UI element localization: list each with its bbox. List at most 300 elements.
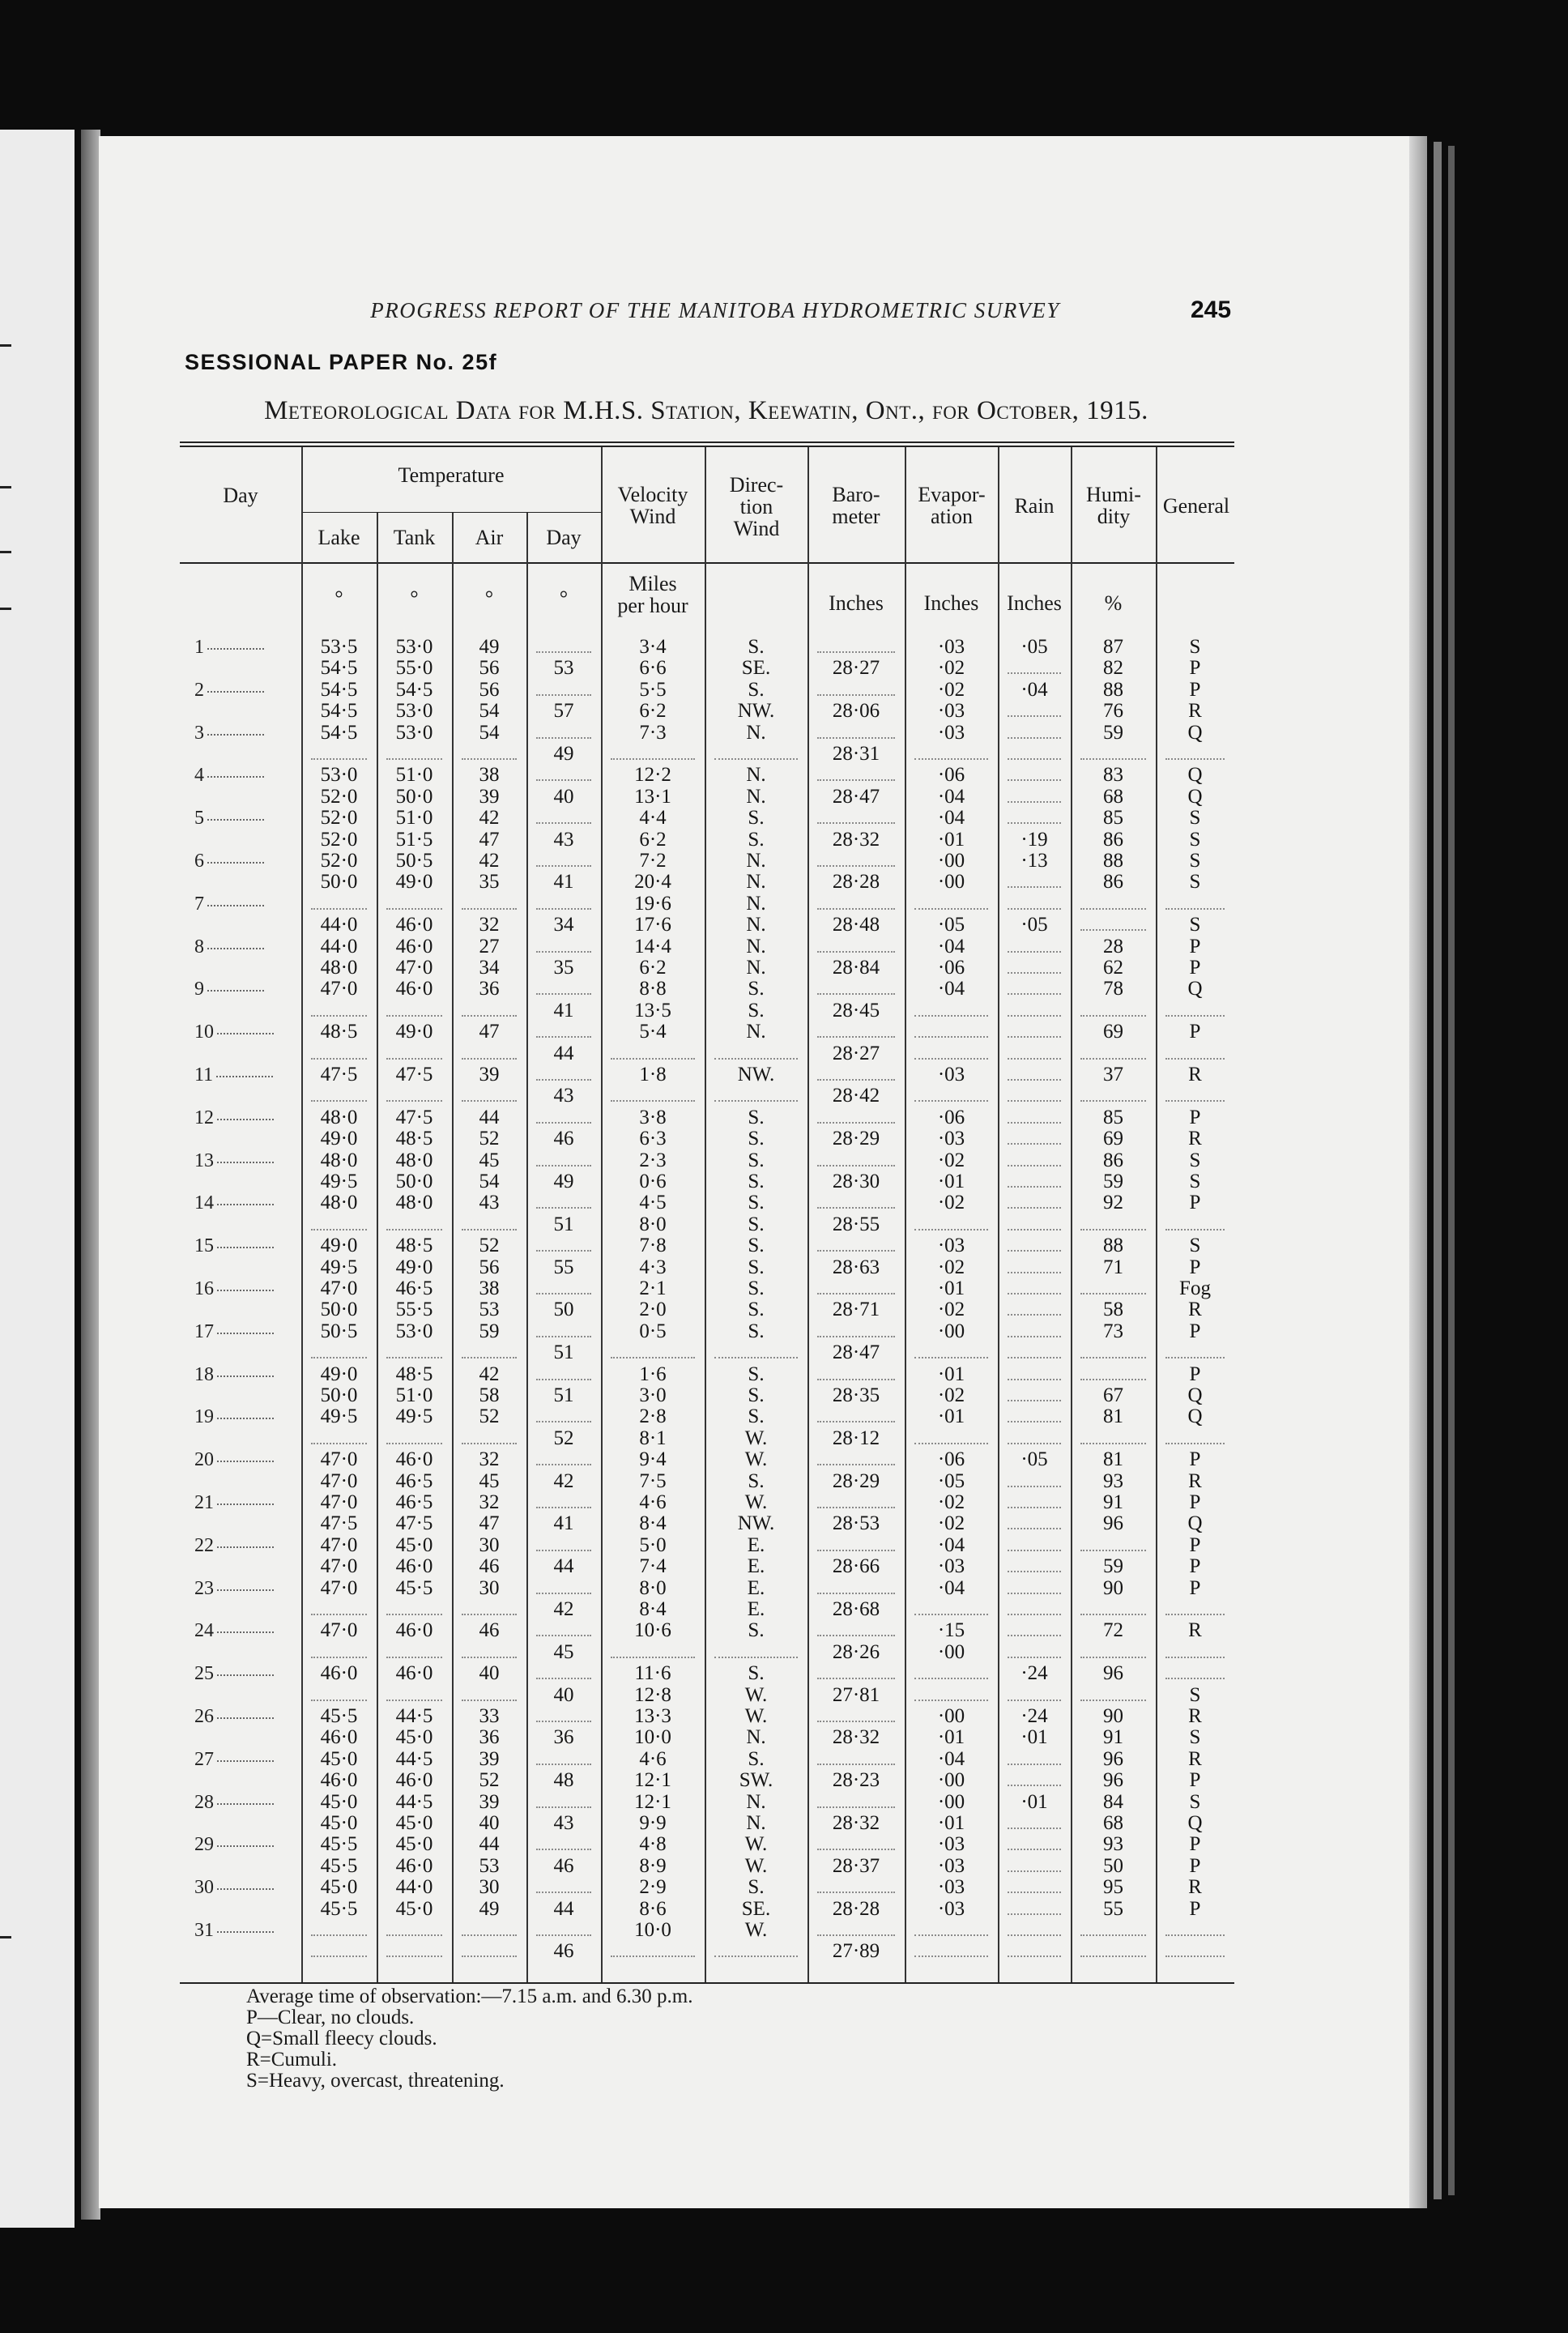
cell-dtemp: 44	[553, 1042, 574, 1064]
cell-gen: P	[1189, 1106, 1201, 1128]
cell-evap: ·06	[937, 957, 965, 979]
cell-baro	[817, 1021, 895, 1038]
cell-lake: 48·0	[320, 1192, 358, 1214]
cell-dtemp	[536, 1492, 591, 1508]
cell-vel: 10·0	[634, 1726, 671, 1749]
cell-gen: R	[1188, 1705, 1202, 1727]
cell-rain	[1008, 1342, 1061, 1358]
cell-tank	[386, 1920, 442, 1936]
cell-baro: 28·06	[832, 700, 880, 723]
header-direction: Direc- tion Wind	[729, 473, 784, 540]
cell-tank	[386, 1000, 442, 1017]
cell-dir: SW.	[739, 1769, 773, 1792]
cell-hum: 96	[1103, 1747, 1123, 1770]
cell-dir: N.	[746, 914, 766, 936]
table-row	[180, 936, 1234, 958]
cell-evap: ·01	[937, 1277, 965, 1299]
cell-air: 42	[479, 850, 500, 872]
cell-lake: 46·0	[320, 1726, 358, 1749]
top-rule	[180, 441, 1234, 443]
cell-tank: 50·5	[395, 850, 433, 872]
cell-lake: 50·0	[320, 871, 358, 894]
cell-evap	[914, 1920, 988, 1936]
cell-dir: S.	[748, 1149, 765, 1171]
cell-baro	[817, 1278, 895, 1294]
day-label: 1	[194, 637, 308, 658]
cell-vel: 4·8	[639, 1833, 667, 1856]
cell-vel: 2·3	[639, 1149, 667, 1171]
cell-dtemp: 57	[553, 700, 574, 723]
cell-gen: S	[1189, 871, 1201, 894]
cell-gen: S	[1189, 850, 1201, 872]
cell-hum: 69	[1103, 1128, 1123, 1150]
cell-evap	[914, 1085, 988, 1102]
cell-tank	[386, 1214, 442, 1230]
table-row	[180, 701, 1234, 722]
cell-lake	[311, 1685, 367, 1701]
cell-rain	[1008, 701, 1061, 717]
cell-air: 44	[479, 1833, 500, 1856]
cell-lake: 53·5	[320, 636, 358, 658]
cell-vel: 20·4	[634, 871, 671, 894]
page-edge	[1409, 136, 1427, 2208]
bottom-rule	[180, 1982, 1234, 1984]
cell-rain	[1008, 1235, 1061, 1252]
cell-evap	[914, 1342, 988, 1358]
cell-dtemp: 34	[553, 914, 574, 936]
cell-rain	[1008, 1257, 1061, 1273]
cell-vel: 1·6	[639, 1363, 667, 1385]
cell-baro	[817, 1749, 895, 1765]
cell-dtemp	[536, 637, 591, 653]
cell-tank: 46·5	[395, 1491, 433, 1513]
cell-hum: 68	[1103, 1812, 1123, 1834]
table-row	[180, 1642, 1234, 1663]
cell-vel: 17·6	[634, 914, 671, 936]
cell-lake: 46·0	[320, 1769, 358, 1792]
cell-evap: ·03	[937, 636, 965, 658]
cell-dir: SE.	[741, 1897, 771, 1920]
cell-dtemp: 43	[553, 828, 574, 851]
cell-vel: 13·5	[634, 999, 671, 1021]
cell-lake: 46·0	[320, 1662, 358, 1685]
cell-rain	[1008, 1085, 1061, 1102]
cell-evap: ·03	[937, 1555, 965, 1578]
cell-air: 40	[479, 1812, 500, 1834]
cell-vel: 12·1	[634, 1790, 671, 1813]
table-row	[180, 1171, 1234, 1192]
cell-vel	[611, 1642, 695, 1658]
cell-dtemp: 46	[553, 1940, 574, 1963]
cell-tank: 46·0	[395, 1448, 433, 1471]
cell-baro: 28·28	[832, 871, 880, 894]
cell-evap: ·00	[937, 871, 965, 894]
table-row	[180, 1941, 1234, 1962]
table-row	[180, 1085, 1234, 1107]
cell-vel: 6·6	[639, 657, 667, 680]
cell-baro: 28·27	[832, 657, 880, 680]
cell-gen: R	[1188, 1747, 1202, 1770]
cell-lake: 52·0	[320, 850, 358, 872]
cell-hum: 93	[1103, 1833, 1123, 1856]
cell-baro	[817, 1877, 895, 1893]
sessional-paper-label: SESSIONAL PAPER No. 25f	[185, 350, 498, 374]
day-label: 15	[194, 1235, 308, 1256]
cell-dtemp	[536, 1792, 591, 1808]
cell-rain	[1008, 658, 1061, 674]
cell-rain	[1008, 1642, 1061, 1658]
cell-air: 36	[479, 1726, 500, 1749]
cell-tank: 55·0	[395, 657, 433, 680]
cell-lake	[311, 1920, 367, 1936]
cell-baro	[817, 1792, 895, 1808]
cell-baro	[817, 1192, 895, 1209]
cell-dtemp: 41	[553, 1512, 574, 1535]
cell-rain: ·24	[1020, 1662, 1048, 1685]
cell-dir: N.	[746, 1790, 766, 1813]
day-label: 9	[194, 979, 308, 1000]
cell-tank: 46·0	[395, 978, 433, 1000]
cell-dtemp	[536, 851, 591, 867]
cell-baro: 28·47	[832, 1341, 880, 1364]
cell-tank: 48·5	[395, 1363, 433, 1385]
cell-rain: ·05	[1020, 1448, 1048, 1471]
cell-hum: 81	[1103, 1405, 1123, 1428]
day-label: 25	[194, 1663, 308, 1684]
cell-rain	[1008, 1770, 1061, 1786]
cell-hum	[1080, 1043, 1146, 1060]
cell-rain	[1008, 1406, 1061, 1422]
cell-tank	[386, 1043, 442, 1060]
cell-lake: 54·5	[320, 700, 358, 723]
cell-rain	[1008, 1150, 1061, 1166]
table-row	[180, 979, 1234, 1000]
table-row	[180, 1856, 1234, 1877]
cell-hum: 81	[1103, 1448, 1123, 1471]
cell-gen: P	[1189, 1192, 1201, 1214]
table-row	[180, 1899, 1234, 1920]
cell-dtemp: 46	[553, 1854, 574, 1877]
cell-hum: 84	[1103, 1790, 1123, 1813]
cell-hum: 71	[1103, 1256, 1123, 1278]
cell-vel: 7·5	[639, 1469, 667, 1492]
cell-tank: 44·5	[395, 1705, 433, 1727]
cell-dir: S.	[748, 828, 765, 851]
cell-dtemp	[536, 1578, 591, 1594]
cell-hum: 96	[1103, 1662, 1123, 1685]
cell-lake: 54·5	[320, 657, 358, 680]
book-spine	[81, 130, 100, 2220]
cell-air: 40	[479, 1662, 500, 1685]
cell-evap: ·02	[937, 1299, 965, 1321]
cell-air: 35	[479, 871, 500, 894]
cell-rain	[1008, 979, 1061, 995]
cell-evap: ·00	[937, 1640, 965, 1663]
table-row	[180, 1599, 1234, 1620]
cell-air: 54	[479, 1171, 500, 1192]
cell-hum	[1080, 1342, 1146, 1358]
cell-dtemp	[536, 1321, 591, 1337]
cell-air: 58	[479, 1384, 500, 1406]
table-row	[180, 1620, 1234, 1641]
running-head: PROGRESS REPORT OF THE MANITOBA HYDROMETRIC SURVEY	[370, 298, 1060, 322]
cell-air: 32	[479, 1491, 500, 1513]
cell-hum: 73	[1103, 1320, 1123, 1342]
day-label: 20	[194, 1449, 308, 1470]
cell-air: 54	[479, 700, 500, 723]
cell-tank: 51·5	[395, 828, 433, 851]
cell-dir	[714, 1085, 798, 1102]
cell-gen	[1165, 1214, 1225, 1230]
cell-vel: 6·2	[639, 828, 667, 851]
cell-air: 33	[479, 1705, 500, 1727]
cell-gen: P	[1189, 1576, 1201, 1599]
cell-gen	[1165, 1428, 1225, 1444]
cell-dir: S.	[748, 1235, 765, 1257]
cell-lake: 52·0	[320, 828, 358, 851]
cell-rain	[1008, 1471, 1061, 1487]
cell-lake	[311, 744, 367, 760]
cell-lake: 44·0	[320, 935, 358, 958]
cell-gen: Q	[1187, 1384, 1203, 1406]
cell-air	[462, 744, 517, 760]
cell-rain	[1008, 765, 1061, 781]
day-label: 29	[194, 1834, 308, 1855]
cell-lake	[311, 1642, 367, 1658]
temperature-subrule	[301, 512, 601, 513]
cell-baro	[817, 1321, 895, 1337]
cell-baro	[817, 1834, 895, 1850]
cell-dir: S.	[748, 1320, 765, 1342]
cell-vel: 0·5	[639, 1320, 667, 1342]
unit-air: °	[484, 586, 494, 610]
cell-dir: S.	[748, 1192, 765, 1214]
cell-hum: 85	[1103, 807, 1123, 830]
cell-tank: 46·0	[395, 1854, 433, 1877]
cell-evap: ·02	[937, 1256, 965, 1278]
cell-tank: 47·5	[395, 1064, 433, 1085]
cell-vel: 6·3	[639, 1128, 667, 1150]
cell-hum	[1080, 1278, 1146, 1294]
cell-gen: Q	[1187, 1512, 1203, 1535]
header-evaporation: Evapor- ation	[918, 483, 986, 528]
table-row	[180, 1257, 1234, 1278]
header-velocity: Velocity Wind	[617, 483, 688, 528]
cell-air: 46	[479, 1619, 500, 1642]
cell-hum: 68	[1103, 785, 1123, 808]
cell-baro	[817, 1150, 895, 1166]
cell-dtemp: 50	[553, 1299, 574, 1321]
table-row	[180, 1770, 1234, 1791]
cell-rain	[1008, 787, 1061, 803]
cell-hum	[1080, 1642, 1146, 1658]
cell-hum: 87	[1103, 636, 1123, 658]
cell-evap	[914, 1941, 988, 1957]
cell-tank: 48·0	[395, 1192, 433, 1214]
table-row	[180, 1000, 1234, 1021]
cell-tank: 55·5	[395, 1299, 433, 1321]
cell-hum: 37	[1103, 1064, 1123, 1085]
cell-dir: S.	[748, 1256, 765, 1278]
table-row	[180, 851, 1234, 872]
cell-dir: S.	[748, 1277, 765, 1299]
cell-rain	[1008, 1599, 1061, 1615]
cell-gen: P	[1189, 1555, 1201, 1578]
cell-rain	[1008, 1107, 1061, 1124]
cell-dir: N.	[746, 935, 766, 958]
cell-lake: 49·5	[320, 1171, 358, 1192]
cell-dir: E.	[747, 1533, 765, 1556]
cell-evap: ·04	[937, 1533, 965, 1556]
day-label: 27	[194, 1749, 308, 1770]
cell-dtemp	[536, 1920, 591, 1936]
cell-dtemp: 55	[553, 1256, 574, 1278]
cell-lake: 47·0	[320, 1533, 358, 1556]
cell-baro: 28·63	[832, 1256, 880, 1278]
cell-gen	[1165, 1941, 1225, 1957]
table-row	[180, 1920, 1234, 1941]
cell-baro: 28·42	[832, 1085, 880, 1107]
cell-dtemp: 44	[553, 1897, 574, 1920]
cell-rain	[1008, 1214, 1061, 1230]
cell-rain: ·05	[1020, 914, 1048, 936]
cell-rain	[1008, 1021, 1061, 1038]
cell-hum: 85	[1103, 1106, 1123, 1128]
cell-dtemp: 43	[553, 1812, 574, 1834]
cell-baro	[817, 637, 895, 653]
cell-evap	[914, 1021, 988, 1038]
cell-evap	[914, 1663, 988, 1679]
cell-vel: 4·4	[639, 807, 667, 830]
cell-rain: ·24	[1020, 1705, 1048, 1727]
cell-baro: 28·32	[832, 1726, 880, 1749]
cell-gen: P	[1189, 678, 1201, 701]
cell-tank: 46·0	[395, 935, 433, 958]
unit-barometer: Inches	[829, 591, 884, 615]
cell-baro	[817, 894, 895, 910]
cell-baro: 28·53	[832, 1512, 880, 1535]
cell-rain	[1008, 1299, 1061, 1316]
table-row	[180, 808, 1234, 829]
cell-evap: ·02	[937, 1149, 965, 1171]
unit-lake: °	[334, 586, 343, 610]
cell-vel: 12·1	[634, 1769, 671, 1792]
table-row	[180, 1578, 1234, 1599]
cell-tank: 47·5	[395, 1106, 433, 1128]
cell-air: 46	[479, 1555, 500, 1578]
cell-lake: 47·0	[320, 1448, 358, 1471]
cell-vel	[611, 1043, 695, 1060]
cell-dir	[714, 1342, 798, 1358]
cell-hum: 92	[1103, 1192, 1123, 1214]
table-row	[180, 1685, 1234, 1706]
cell-rain	[1008, 808, 1061, 824]
cell-tank: 53·0	[395, 721, 433, 744]
cell-rain	[1008, 958, 1061, 974]
table-row	[180, 1792, 1234, 1813]
cell-rain	[1008, 1899, 1061, 1915]
cell-air	[462, 1941, 517, 1957]
cell-gen: P	[1189, 1533, 1201, 1556]
cell-rain	[1008, 1321, 1061, 1337]
cell-vel	[611, 1085, 695, 1102]
cell-vel: 6·2	[639, 957, 667, 979]
cell-evap: ·03	[937, 1897, 965, 1920]
cell-lake: 45·5	[320, 1705, 358, 1727]
header-humidity: Humi- dity	[1086, 483, 1141, 528]
cell-dtemp	[536, 1706, 591, 1722]
cell-dtemp: 49	[553, 1171, 574, 1192]
day-label: 26	[194, 1706, 308, 1727]
cell-dir: S.	[748, 999, 765, 1021]
footnote: Average time of observation:—7.15 a.m. and 6.30 p.m.	[246, 1985, 693, 2007]
cell-gen: P	[1189, 1491, 1201, 1513]
cell-tank	[386, 744, 442, 760]
cell-tank: 51·0	[395, 1384, 433, 1406]
cell-dtemp: 46	[553, 1128, 574, 1150]
cell-baro	[817, 1535, 895, 1551]
cell-gen: R	[1188, 700, 1202, 723]
day-label: 11	[194, 1064, 308, 1085]
cell-dir	[714, 1941, 798, 1957]
table-row	[180, 1192, 1234, 1213]
cell-tank: 48·0	[395, 1149, 433, 1171]
cell-baro	[817, 1064, 895, 1081]
day-label: 22	[194, 1535, 308, 1556]
cell-gen: R	[1188, 1299, 1202, 1321]
day-label: 5	[194, 808, 308, 829]
cell-rain	[1008, 1492, 1061, 1508]
cell-lake: 49·0	[320, 1235, 358, 1257]
cell-dtemp	[536, 1834, 591, 1850]
cell-gen: S	[1189, 1683, 1201, 1706]
cell-gen: S	[1189, 1235, 1201, 1257]
cell-rain	[1008, 1192, 1061, 1209]
cell-evap: ·05	[937, 1469, 965, 1492]
cell-dtemp	[536, 894, 591, 910]
cell-baro: 28·31	[832, 743, 880, 765]
cell-air: 53	[479, 1299, 500, 1321]
cell-evap	[914, 1043, 988, 1060]
cell-hum: 59	[1103, 1555, 1123, 1578]
cell-dir: NW.	[737, 700, 775, 723]
cell-vel: 5·0	[639, 1533, 667, 1556]
cell-lake: 48·0	[320, 957, 358, 979]
cell-gen: Q	[1187, 785, 1203, 808]
cell-baro: 28·47	[832, 785, 880, 808]
cell-dir: N.	[746, 957, 766, 979]
table-row	[180, 744, 1234, 765]
cell-rain	[1008, 1556, 1061, 1572]
cell-hum	[1080, 1535, 1146, 1551]
cell-evap	[914, 1214, 988, 1230]
cell-rain	[1008, 1856, 1061, 1872]
day-label: 21	[194, 1492, 308, 1513]
cell-vel: 4·6	[639, 1491, 667, 1513]
cell-gen	[1165, 744, 1225, 760]
cell-gen: S	[1189, 1149, 1201, 1171]
cell-dtemp	[536, 1021, 591, 1038]
unit-humidity: %	[1104, 591, 1123, 615]
cell-gen: Q	[1187, 721, 1203, 744]
cell-dir: N.	[746, 764, 766, 787]
cell-evap: ·03	[937, 1854, 965, 1877]
table-row	[180, 1513, 1234, 1534]
cell-lake	[311, 1428, 367, 1444]
cell-air: 42	[479, 807, 500, 830]
cell-air	[462, 1920, 517, 1936]
cell-air: 45	[479, 1149, 500, 1171]
